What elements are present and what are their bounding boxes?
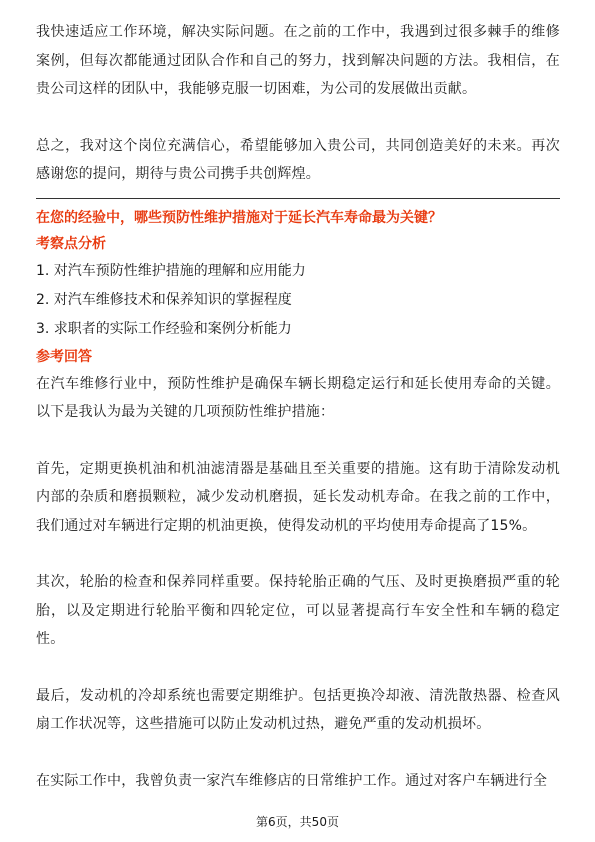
analysis-item-2: 2. 对汽车维修技术和保养知识的掌握程度 (36, 291, 292, 308)
paragraph-gap (36, 654, 560, 682)
paragraph-gap (36, 540, 560, 568)
intro-paragraph-2: 总之，我对这个岗位充满信心，希望能够加入贵公司，共同创造美好的未来。再次感谢您的提问，期待与贵公司携手共创辉煌。 (36, 137, 560, 182)
answer-label: 参考回答 (36, 348, 92, 365)
analysis-item-1: 1. 对汽车预防性维护措施的理解和应用能力 (36, 262, 306, 279)
section-divider (36, 198, 560, 199)
question-heading: 在您的经验中，哪些预防性维护措施对于延长汽车寿命最为关键？ (36, 209, 442, 226)
answer-paragraph-3: 其次，轮胎的检查和保养同样重要。保持轮胎正确的气压、及时更换磨损严重的轮胎，以及定期进行轮胎平衡和四轮定位，可以显著提高行车安全性和车辆的稳定性。 (36, 574, 560, 647)
paragraph-gap (36, 104, 560, 132)
paragraph-gap (36, 427, 560, 455)
answer-paragraph-2: 首先，定期更换机油和机油滤清器是基础且至关重要的措施。这有助于清除发动机内部的杂质和磨损颗粒，减少发动机磨损，延长发动机寿命。在我之前的工作中，我们通过对车辆进行定期的机油更换，使得发动机的平均使用寿命提高了15%。 (36, 460, 560, 534)
document-page (36, 18, 560, 795)
answer-paragraph-4: 最后，发动机的冷却系统也需要定期维护。包括更换冷却液、清洗散热器、检查风扇工作状况等，这些措施可以防止发动机过热，避免严重的发动机损坏。 (36, 687, 560, 732)
answer-paragraph-1: 在汽车维修行业中，预防性维护是确保车辆长期稳定运行和延长使用寿命的关键。以下是我认为最为关键的几项预防性维护措施： (36, 375, 560, 420)
analysis-item-3: 3. 求职者的实际工作经验和案例分析能力 (36, 320, 292, 337)
answer-paragraph-5: 在实际工作中，我曾负责一家汽车维修店的日常维护工作。通过对客户车辆进行全 (36, 772, 548, 789)
page-number-footer: 第6页，共50页 (256, 815, 339, 829)
intro-paragraph-1: 我快速适应工作环境，解决实际问题。在之前的工作中，我遇到过很多棘手的维修案例，但每次都能通过团队合作和自己的努力，找到解决问题的方法。我相信，在贵公司这样的团队中，我能够克服一切困难，为公司的发展做出贡献。 (36, 24, 560, 97)
analysis-label: 考察点分析 (36, 235, 106, 252)
paragraph-gap (36, 739, 560, 767)
